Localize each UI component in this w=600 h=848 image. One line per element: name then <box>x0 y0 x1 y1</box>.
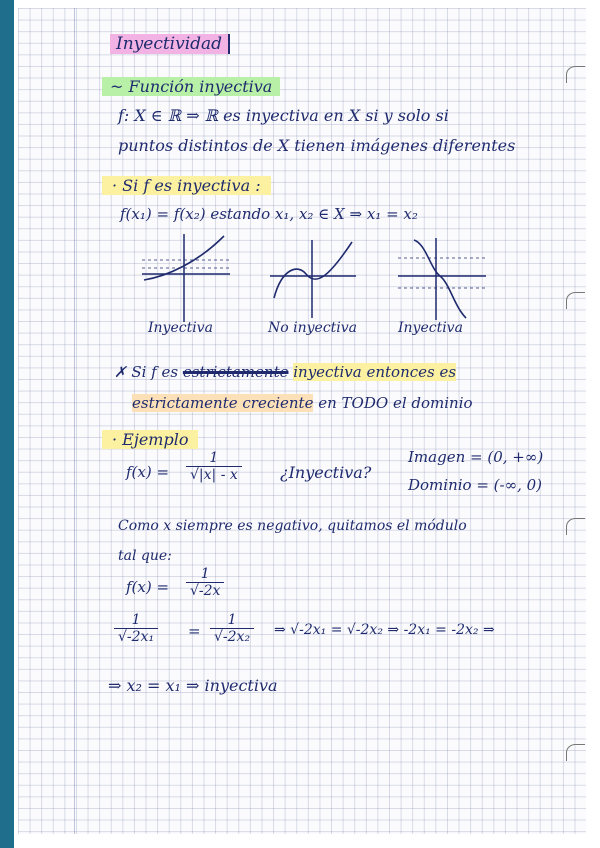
equation-fraction-1 <box>114 612 158 645</box>
definition-line-1: f: X ∈ ℝ ⇒ ℝ es inyectiva en X si y solo si <box>118 106 449 125</box>
example-heading: · Ejemplo <box>102 430 198 449</box>
margin-line <box>74 8 75 834</box>
definition-line-2: puntos distintos de X tienen imágenes diferentes <box>118 136 516 155</box>
note-strictly-increasing: estrictamente creciente <box>132 394 314 412</box>
grid-paper <box>18 8 586 834</box>
ring-hole-2 <box>566 292 585 309</box>
section-heading-function: ~ Función inyectiva <box>102 77 280 96</box>
note-line1-rest: inyectiva entonces es <box>293 363 457 381</box>
graph-label-1: Inyectiva <box>148 320 213 336</box>
equation-equals: = <box>188 622 201 640</box>
graph-decreasing <box>396 236 488 322</box>
fraction-numerator: 1 <box>114 612 158 629</box>
image-range: Imagen = (0, +∞) <box>408 448 544 466</box>
injective-question: ¿Inyectiva? <box>280 463 372 482</box>
note-prefix: ✗ Si f es <box>114 363 179 381</box>
explanation-line-1: Como x siempre es negativo, quitamos el módulo <box>118 518 467 534</box>
note-line-2 <box>132 394 473 412</box>
graph-not-injective <box>268 238 358 320</box>
note-struck-word: estrictamente <box>182 363 289 381</box>
equation-fraction-2 <box>210 612 254 645</box>
ring-hole-1 <box>566 66 585 83</box>
ring-hole-3 <box>566 518 585 535</box>
explanation-line-2: tal que: <box>118 548 172 564</box>
section-heading-if-injective: · Si f es inyectiva : <box>102 176 271 195</box>
fraction-denominator: √-2x <box>190 583 221 599</box>
graph-increasing <box>138 232 232 324</box>
graph-label-3: Inyectiva <box>398 320 463 336</box>
notebook-binding <box>0 0 14 848</box>
domain-range: Dominio = (-∞, 0) <box>408 476 543 494</box>
fraction-denominator: √-2x₂ <box>214 629 251 645</box>
fraction-numerator: 1 <box>186 450 242 467</box>
fraction-numerator: 1 <box>210 612 254 629</box>
fraction-denominator: √|x| - x <box>190 467 238 483</box>
fraction-denominator: √-2x₁ <box>118 629 155 645</box>
example-function-fraction <box>186 450 242 483</box>
conclusion-line: ⇒ x₂ = x₁ ⇒ inyectiva <box>108 676 278 695</box>
equation-chain: ⇒ √-2x₁ = √-2x₂ ⇒ -2x₁ = -2x₂ ⇒ <box>274 622 495 638</box>
graph-label-2: No inyectiva <box>268 320 358 336</box>
ring-hole-4 <box>566 744 585 761</box>
page-title: Inyectividad <box>110 34 230 54</box>
simplified-function-lhs: f(x) = <box>126 578 170 596</box>
note-line-1 <box>114 363 456 381</box>
injectivity-rule: f(x₁) = f(x₂) estando x₁, x₂ ∈ X ⇒ x₁ = x₂ <box>120 205 418 223</box>
simplified-function-fraction <box>186 566 224 599</box>
example-function-lhs: f(x) = <box>126 463 170 481</box>
fraction-numerator: 1 <box>186 566 224 583</box>
note-whole-domain: en TODO el dominio <box>318 394 473 412</box>
